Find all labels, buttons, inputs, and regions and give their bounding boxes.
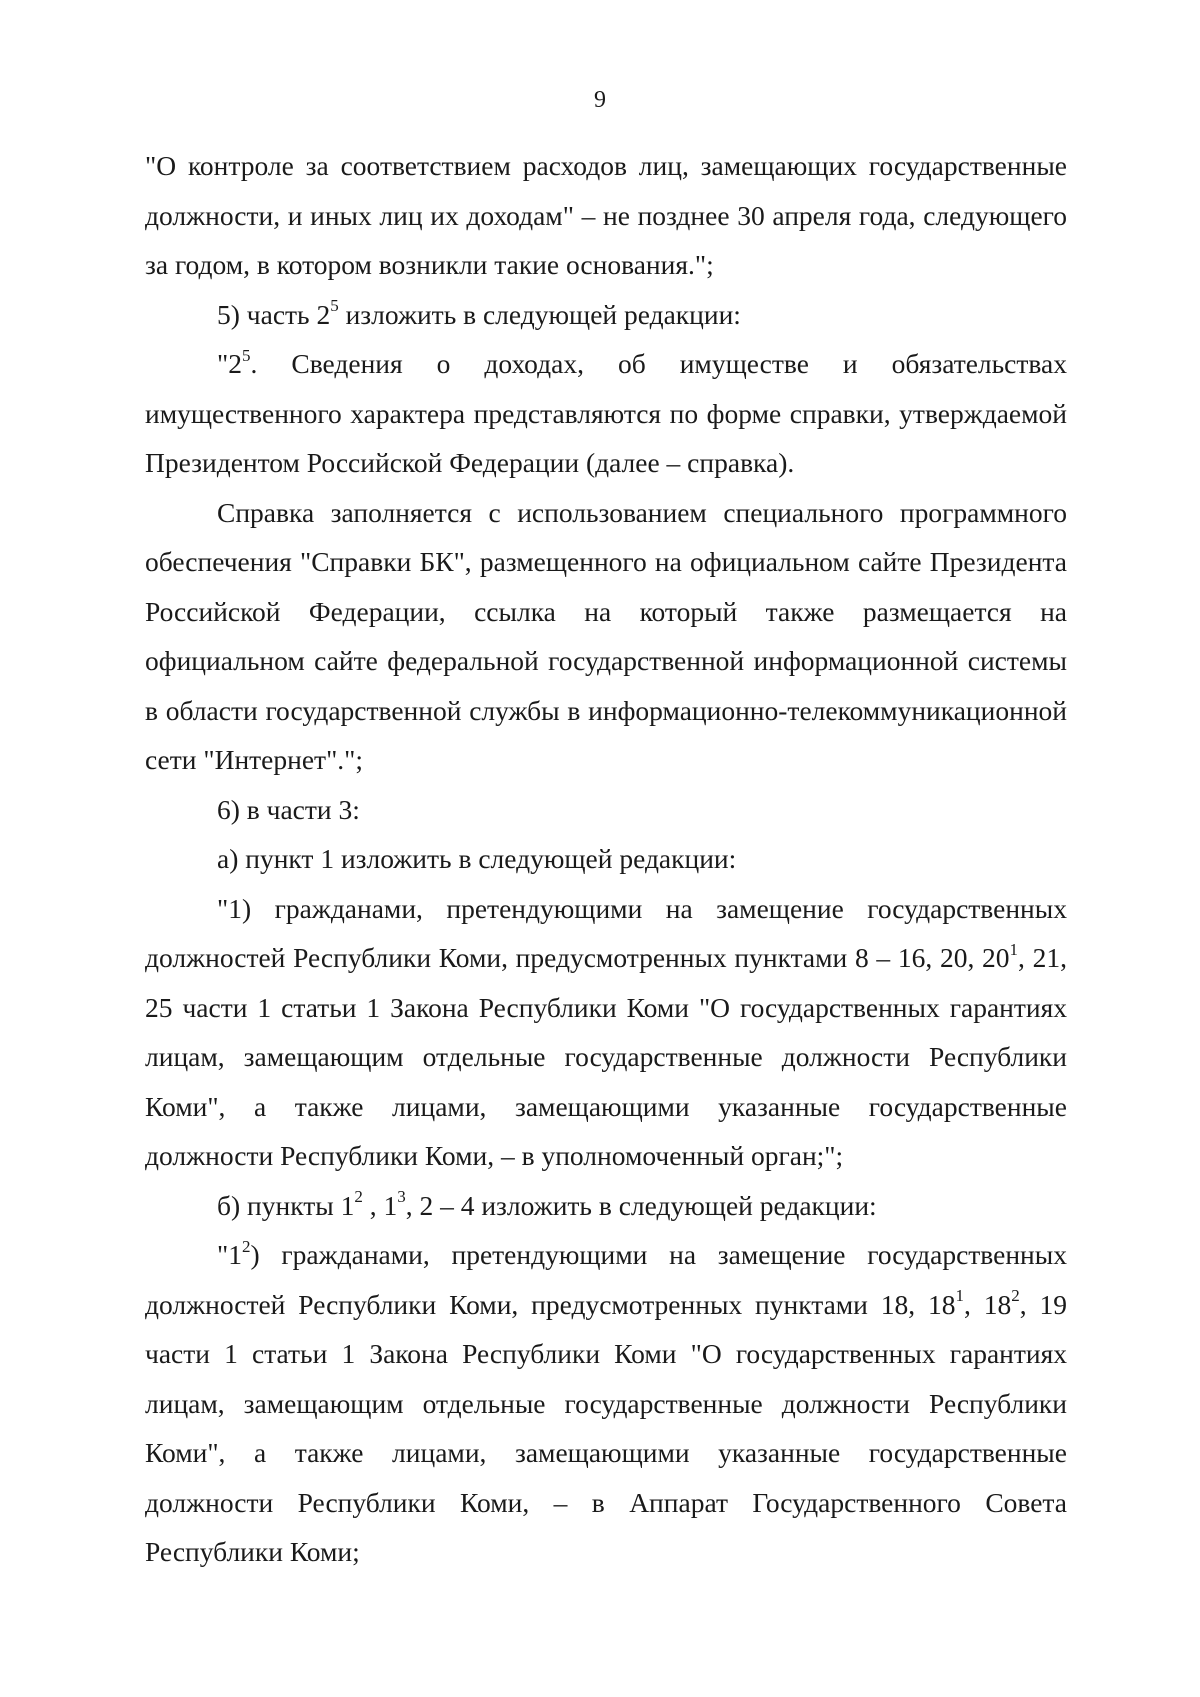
- paragraph: [145, 290, 1067, 340]
- superscript: 2: [1011, 1286, 1020, 1306]
- text-run: 6) в части 3:: [217, 793, 360, 825]
- paragraph: [145, 488, 1067, 785]
- paragraph: [145, 1230, 1067, 1577]
- superscript: 3: [397, 1187, 406, 1207]
- text-run: изложить в следующей редакции:: [338, 298, 741, 330]
- paragraph: [145, 1181, 1067, 1231]
- text-run: , 19 части 1 статьи 1 Закона Республики Коми "О государственных гарантиях лицам, замещающим отдельные государственные должности Республики Коми", а также лицами, замещающими указанные государственные должности Республики Коми, – в Аппарат Государственного Совета Республики Коми;: [145, 1288, 1068, 1567]
- superscript: 5: [330, 296, 339, 316]
- superscript: 1: [1009, 939, 1019, 959]
- superscript: 2: [354, 1187, 363, 1207]
- text-run: , 1: [362, 1189, 398, 1221]
- paragraph: [145, 141, 1067, 290]
- text-run: Справка заполняется с использованием специального программного обеспечения "Справки БК", размещенного на официальном сайте Президента Российской Федерации, ссылка на который также размещается на официальном сайте федеральной государственной информационной системы в области государственной службы в информационно-телекоммуникационной сети "Интернет".";: [145, 496, 1067, 775]
- paragraph: [145, 785, 1067, 835]
- page-number: 9: [594, 87, 606, 113]
- text-run: а) пункт 1 изложить в следующей редакции:: [217, 843, 737, 874]
- text-run: б) пункты 1: [217, 1189, 355, 1221]
- text-run: , 21, 25 части 1 статьи 1 Закона Республики Коми "О государственных гарантиях лицам, замещающим отдельные государственные должности Республики Коми", а также лицами, замещающими указанные государственные должности Республики Коми, – в уполномоченный орган;";: [145, 942, 1068, 1171]
- text-run: ) гражданами, претендующими на замещение государственных должностей Республики Коми, предусмотренных пунктами 18, 18: [145, 1239, 1067, 1320]
- superscript: 1: [955, 1286, 965, 1306]
- document-body: [145, 141, 1067, 1577]
- paragraph: [145, 339, 1067, 488]
- paragraph: [145, 884, 1067, 1181]
- paragraph: [145, 834, 1067, 884]
- text-run: , 2 – 4 изложить в следующей редакции:: [405, 1189, 877, 1221]
- superscript: 5: [241, 345, 251, 365]
- text-run: 5) часть 2: [217, 298, 331, 330]
- text-run: . Сведения о доходах, об имуществе и обязательствах имущественного характера представляются по форме справки, утверждаемой Президентом Российской Федерации (далее – справка).: [145, 348, 1067, 478]
- superscript: 2: [241, 1236, 251, 1256]
- text-run: "2: [217, 348, 242, 379]
- text-run: , 18: [964, 1288, 1012, 1320]
- text-run: "1) гражданами, претендующими на замещение государственных должностей Республики Коми, предусмотренных пунктами 8 – 16, 20, 20: [145, 892, 1067, 973]
- text-run: "1: [217, 1239, 242, 1270]
- text-run: "О контроле за соответствием расходов лиц, замещающих государственные должности, и иных лиц их доходам" – не позднее 30 апреля года, следующего за годом, в котором возникли такие основания.";: [145, 150, 1067, 280]
